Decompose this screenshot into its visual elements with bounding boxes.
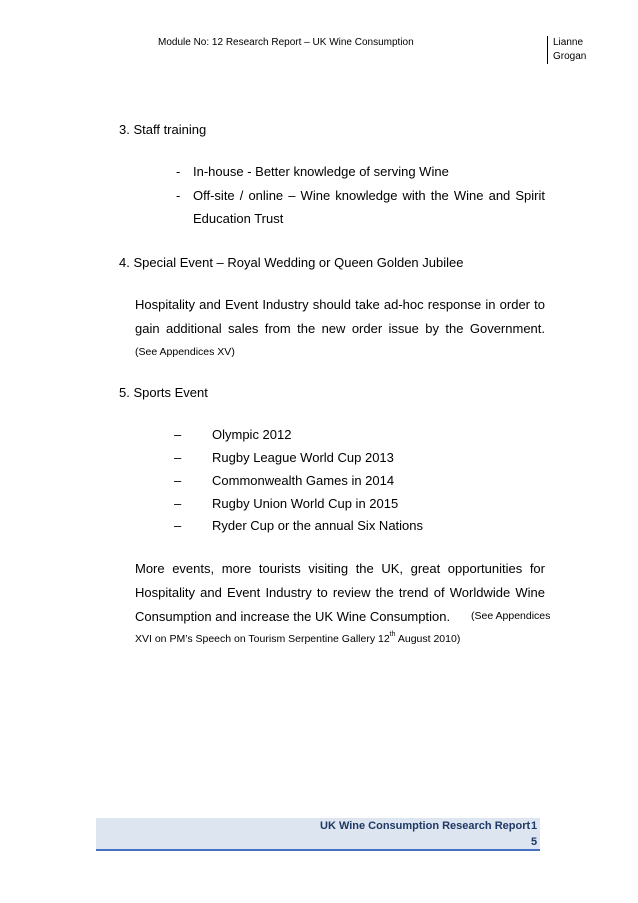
bullet-dash: – [174,473,182,488]
footer-rule [96,849,540,851]
section-4-heading: 4. Special Event – Royal Wedding or Queen Golden Jubilee [119,255,464,270]
list-item: Off-site / online – Wine knowledge with the Wine and Spirit [193,188,545,203]
bullet-dash: – [174,450,182,465]
paragraph-line: Consumption and increase the UK Wine Consumption. [135,609,451,624]
header-author-last: Grogan [553,51,587,62]
footer-report-title: UK Wine Consumption Research Report [320,820,531,832]
paragraph-line: More events, more tourists visiting the UK, great opportunities for [135,561,545,576]
appendix-reference-continued: XVI on PM’s Speech on Tourism Serpentine Gallery 12th August 2010) [135,631,461,645]
appendix-reference: (See Appendices [471,610,551,622]
section-3-heading: 3. Staff training [119,122,207,137]
paragraph-line: Hospitality and Event Industry to review the trend of Worldwide Wine [135,585,545,600]
list-item: Ryder Cup or the annual Six Nations [212,518,424,533]
list-item: Rugby Union World Cup in 2015 [212,496,399,511]
page-number-digit: 1 [531,820,538,832]
ordinal-superscript: th [389,631,396,638]
list-item: Commonwealth Games in 2014 [212,473,395,488]
header-author-first: Lianne [553,37,584,48]
bullet-dash: – [174,496,182,511]
list-item: Olympic 2012 [212,427,292,442]
bullet-dash: – [174,427,182,442]
bullet-dash: - [176,164,181,179]
appendix-reference: (See Appendices XV) [135,346,235,358]
page-number-digit: 5 [531,836,538,848]
header-module-title: Module No: 12 Research Report – UK Wine Consumption [158,37,414,48]
header-divider [547,36,548,64]
list-item: In-house - Better knowledge of serving Wine [193,164,449,179]
paragraph-line: Hospitality and Event Industry should take ad-hoc response in order to [135,297,545,312]
list-item: Rugby League World Cup 2013 [212,450,394,465]
list-item-continuation: Education Trust [193,211,284,226]
bullet-dash: – [174,518,182,533]
section-5-heading: 5. Sports Event [119,385,208,400]
bullet-dash: - [176,188,181,203]
paragraph-line: gain additional sales from the new order issue by the Government. [135,321,545,336]
